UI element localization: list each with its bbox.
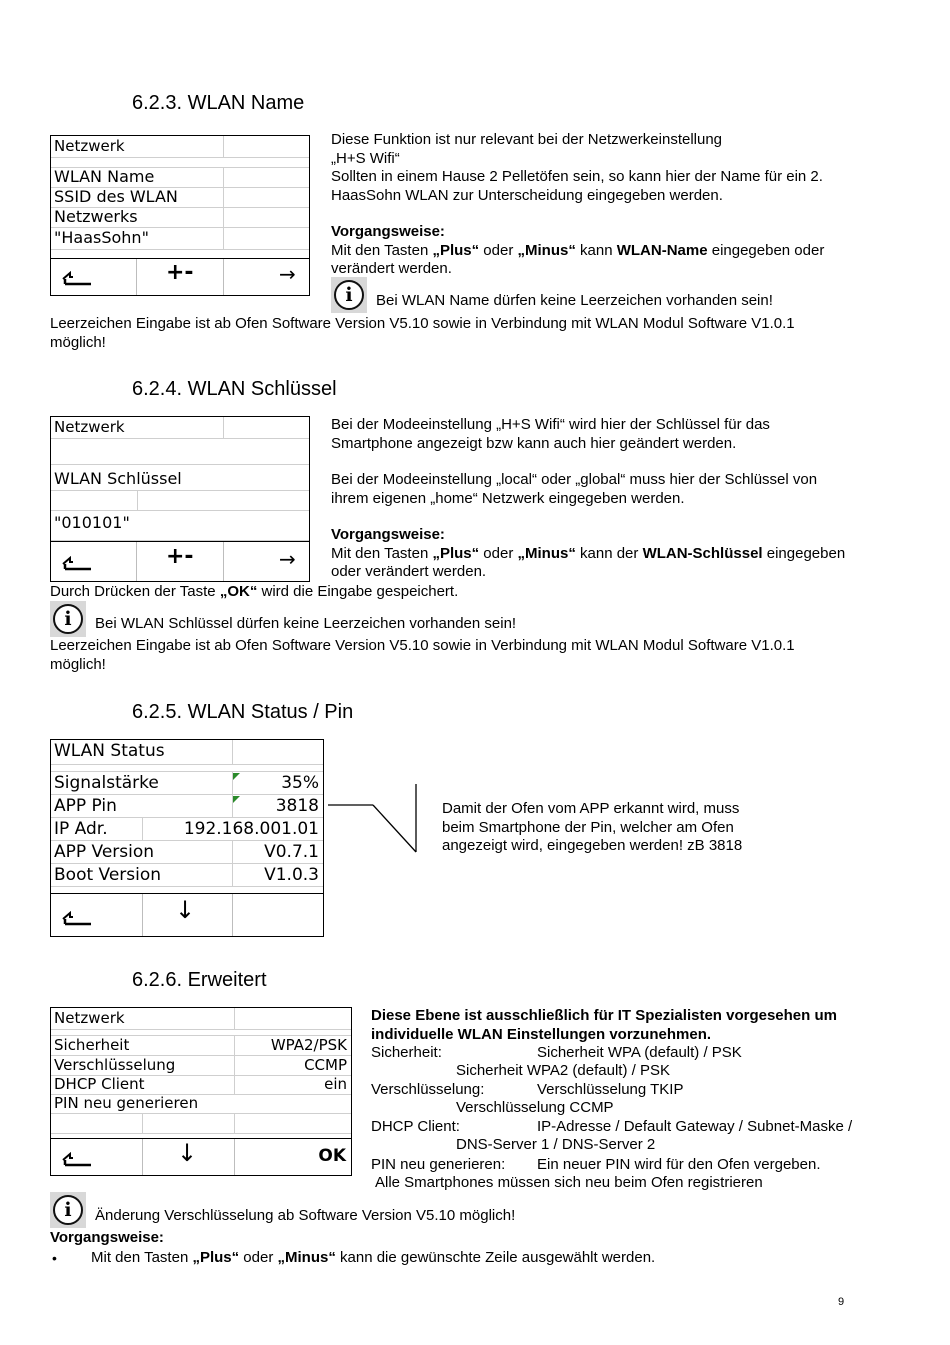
callout-text: beim Smartphone der Pin, welcher am Ofen (442, 818, 734, 836)
display-line: "HaasSohn" (54, 228, 149, 247)
procedure-label: Vorgangsweise: (50, 1229, 164, 1246)
callout-text: angezeigt wird, eingegeben werden! zB 3818 (442, 837, 743, 854)
paragraph: Bei der Modeeinstellung „local“ oder „global“ muss hier der Schlüssel von (331, 471, 818, 488)
section-heading-advanced: 6.2.6. Erweitert (132, 969, 267, 991)
note-text: Bei WLAN Schlüssel dürfen keine Leerzeichen vorhanden sein! (95, 615, 517, 632)
display-title: Netzwerk (54, 1009, 125, 1027)
def-label: DHCP Client: (371, 1118, 460, 1135)
intro-text: individuelle WLAN Einstellungen vorzunehmen. (371, 1025, 712, 1043)
status-label: APP Pin (54, 796, 117, 816)
arrow-right-icon: → (279, 262, 296, 286)
display-line: "010101" (54, 513, 130, 532)
status-label: APP Version (54, 842, 155, 862)
status-label: Signalstärke (54, 773, 159, 793)
software-note: möglich! (50, 334, 106, 351)
advanced-label: Sicherheit (54, 1036, 130, 1054)
advanced-label: PIN neu generieren (54, 1094, 199, 1112)
paragraph: Sollten in einem Hause 2 Pelletöfen sein, so kann hier der Name für ein 2. (331, 168, 823, 185)
procedure-text: Mit den Tasten „Plus“ oder „Minus“ kann die gewünschte Zeile ausgewählt werden. (91, 1249, 656, 1266)
arrow-right-icon: → (279, 547, 296, 571)
back-icon (61, 911, 93, 927)
display-wlan-name (50, 135, 310, 296)
def-value: Ein neuer PIN wird für den Ofen vergeben. (537, 1156, 821, 1173)
advanced-value: WPA2/PSK (270, 1036, 347, 1054)
note-text: Änderung Verschlüsselung ab Software Version V5.10 möglich! (95, 1207, 516, 1224)
paragraph: HaasSohn WLAN zur Unterscheidung eingegeben werden. (331, 186, 723, 204)
ok-instruction: Durch Drücken der Taste „OK“ wird die Eingabe gespeichert. (50, 583, 459, 600)
display-line: WLAN Name (54, 167, 155, 186)
def-label: Verschlüsselung: (371, 1081, 485, 1098)
paragraph: Diese Funktion ist nur relevant bei der Netzwerkeinstellung (331, 131, 723, 148)
def-value: IP-Adresse / Default Gateway / Subnet-Maske / (537, 1118, 853, 1135)
procedure-label: Vorgangsweise: (331, 526, 445, 543)
intro-text: Diese Ebene ist ausschließlich für IT Spezialisten vorgesehen um (371, 1007, 837, 1024)
display-title: Netzwerk (54, 137, 125, 155)
display-wlan-key (50, 416, 310, 582)
software-note: möglich! (50, 656, 106, 673)
status-value: V0.7.1 (264, 842, 319, 862)
paragraph: Smartphone angezeigt bzw kann auch hier geändert werden. (331, 434, 737, 452)
advanced-label: Verschlüsselung (54, 1056, 176, 1074)
paragraph: „H+S Wifi“ (331, 149, 400, 167)
procedure-text: verändert werden. (331, 260, 452, 277)
display-title: WLAN Status (54, 741, 165, 761)
info-icon: i (331, 277, 367, 313)
status-value: V1.0.3 (264, 865, 319, 885)
section-heading-wlan-key: 6.2.4. WLAN Schlüssel (132, 378, 337, 400)
status-value: 3818 (275, 796, 319, 816)
procedure-label: Vorgangsweise: (331, 223, 445, 240)
def-value: Alle Smartphones müssen sich neu beim Ofen registrieren (375, 1174, 763, 1191)
ok-button: OK (318, 1146, 346, 1166)
paragraph: ihrem eigenen „home“ Netzwerk eingegeben werden. (331, 489, 685, 507)
display-line: SSID des WLAN (54, 187, 178, 206)
status-value: 192.168.001.01 (183, 819, 319, 839)
callout-connector (326, 782, 426, 854)
display-line: Netzwerks (54, 207, 138, 226)
def-value: Verschlüsselung CCMP (456, 1099, 614, 1116)
advanced-label: DHCP Client (54, 1075, 145, 1093)
info-icon: i (50, 601, 86, 637)
status-label: Boot Version (54, 865, 162, 885)
back-icon (61, 271, 93, 287)
software-note: Leerzeichen Eingabe ist ab Ofen Software Version V5.10 sowie in Verbindung mit WLAN Modul Software V1.0.1 (50, 637, 795, 654)
page-number: 9 (838, 1296, 845, 1308)
procedure-text: Mit den Tasten „Plus“ oder „Minus“ kann der WLAN-Schlüssel eingegeben (331, 544, 846, 562)
def-value: DNS-Server 1 / DNS-Server 2 (456, 1136, 656, 1153)
advanced-value: ein (324, 1075, 347, 1093)
advanced-value: CCMP (304, 1056, 347, 1074)
software-note: Leerzeichen Eingabe ist ab Ofen Software Version V5.10 sowie in Verbindung mit WLAN Modul Software V1.0.1 (50, 315, 795, 332)
plus-minus-button: +- (166, 544, 194, 569)
def-value: Sicherheit WPA (default) / PSK (537, 1044, 742, 1061)
def-label: PIN neu generieren: (371, 1156, 506, 1173)
procedure-text: Mit den Tasten „Plus“ oder „Minus“ kann WLAN-Name eingegeben oder (331, 241, 825, 259)
back-icon (61, 1152, 93, 1168)
section-heading-wlan-name: 6.2.3. WLAN Name (132, 92, 305, 114)
procedure-text: oder verändert werden. (331, 563, 487, 580)
display-line: WLAN Schlüssel (54, 469, 182, 488)
callout-text: Damit der Ofen vom APP erkannt wird, muss (442, 800, 740, 817)
bullet-icon: • (52, 1250, 57, 1266)
def-value: Verschlüsselung TKIP (537, 1081, 684, 1098)
display-wlan-status (50, 739, 324, 937)
display-advanced (50, 1007, 352, 1176)
display-title: Netzwerk (54, 418, 125, 436)
note-text: Bei WLAN Name dürfen keine Leerzeichen vorhanden sein! (376, 292, 773, 309)
arrow-down-icon: ↓ (175, 896, 196, 924)
section-heading-wlan-status: 6.2.5. WLAN Status / Pin (132, 701, 354, 723)
plus-minus-button: +- (166, 260, 194, 285)
def-label: Sicherheit: (371, 1044, 442, 1061)
back-icon (61, 556, 93, 572)
status-value: 35% (281, 773, 319, 793)
paragraph: Bei der Modeeinstellung „H+S Wifi“ wird hier der Schlüssel für das (331, 416, 770, 433)
def-value: Sicherheit WPA2 (default) / PSK (456, 1062, 670, 1079)
info-icon: i (50, 1192, 86, 1228)
arrow-down-icon: ↓ (177, 1139, 198, 1167)
status-label: IP Adr. (54, 819, 108, 839)
